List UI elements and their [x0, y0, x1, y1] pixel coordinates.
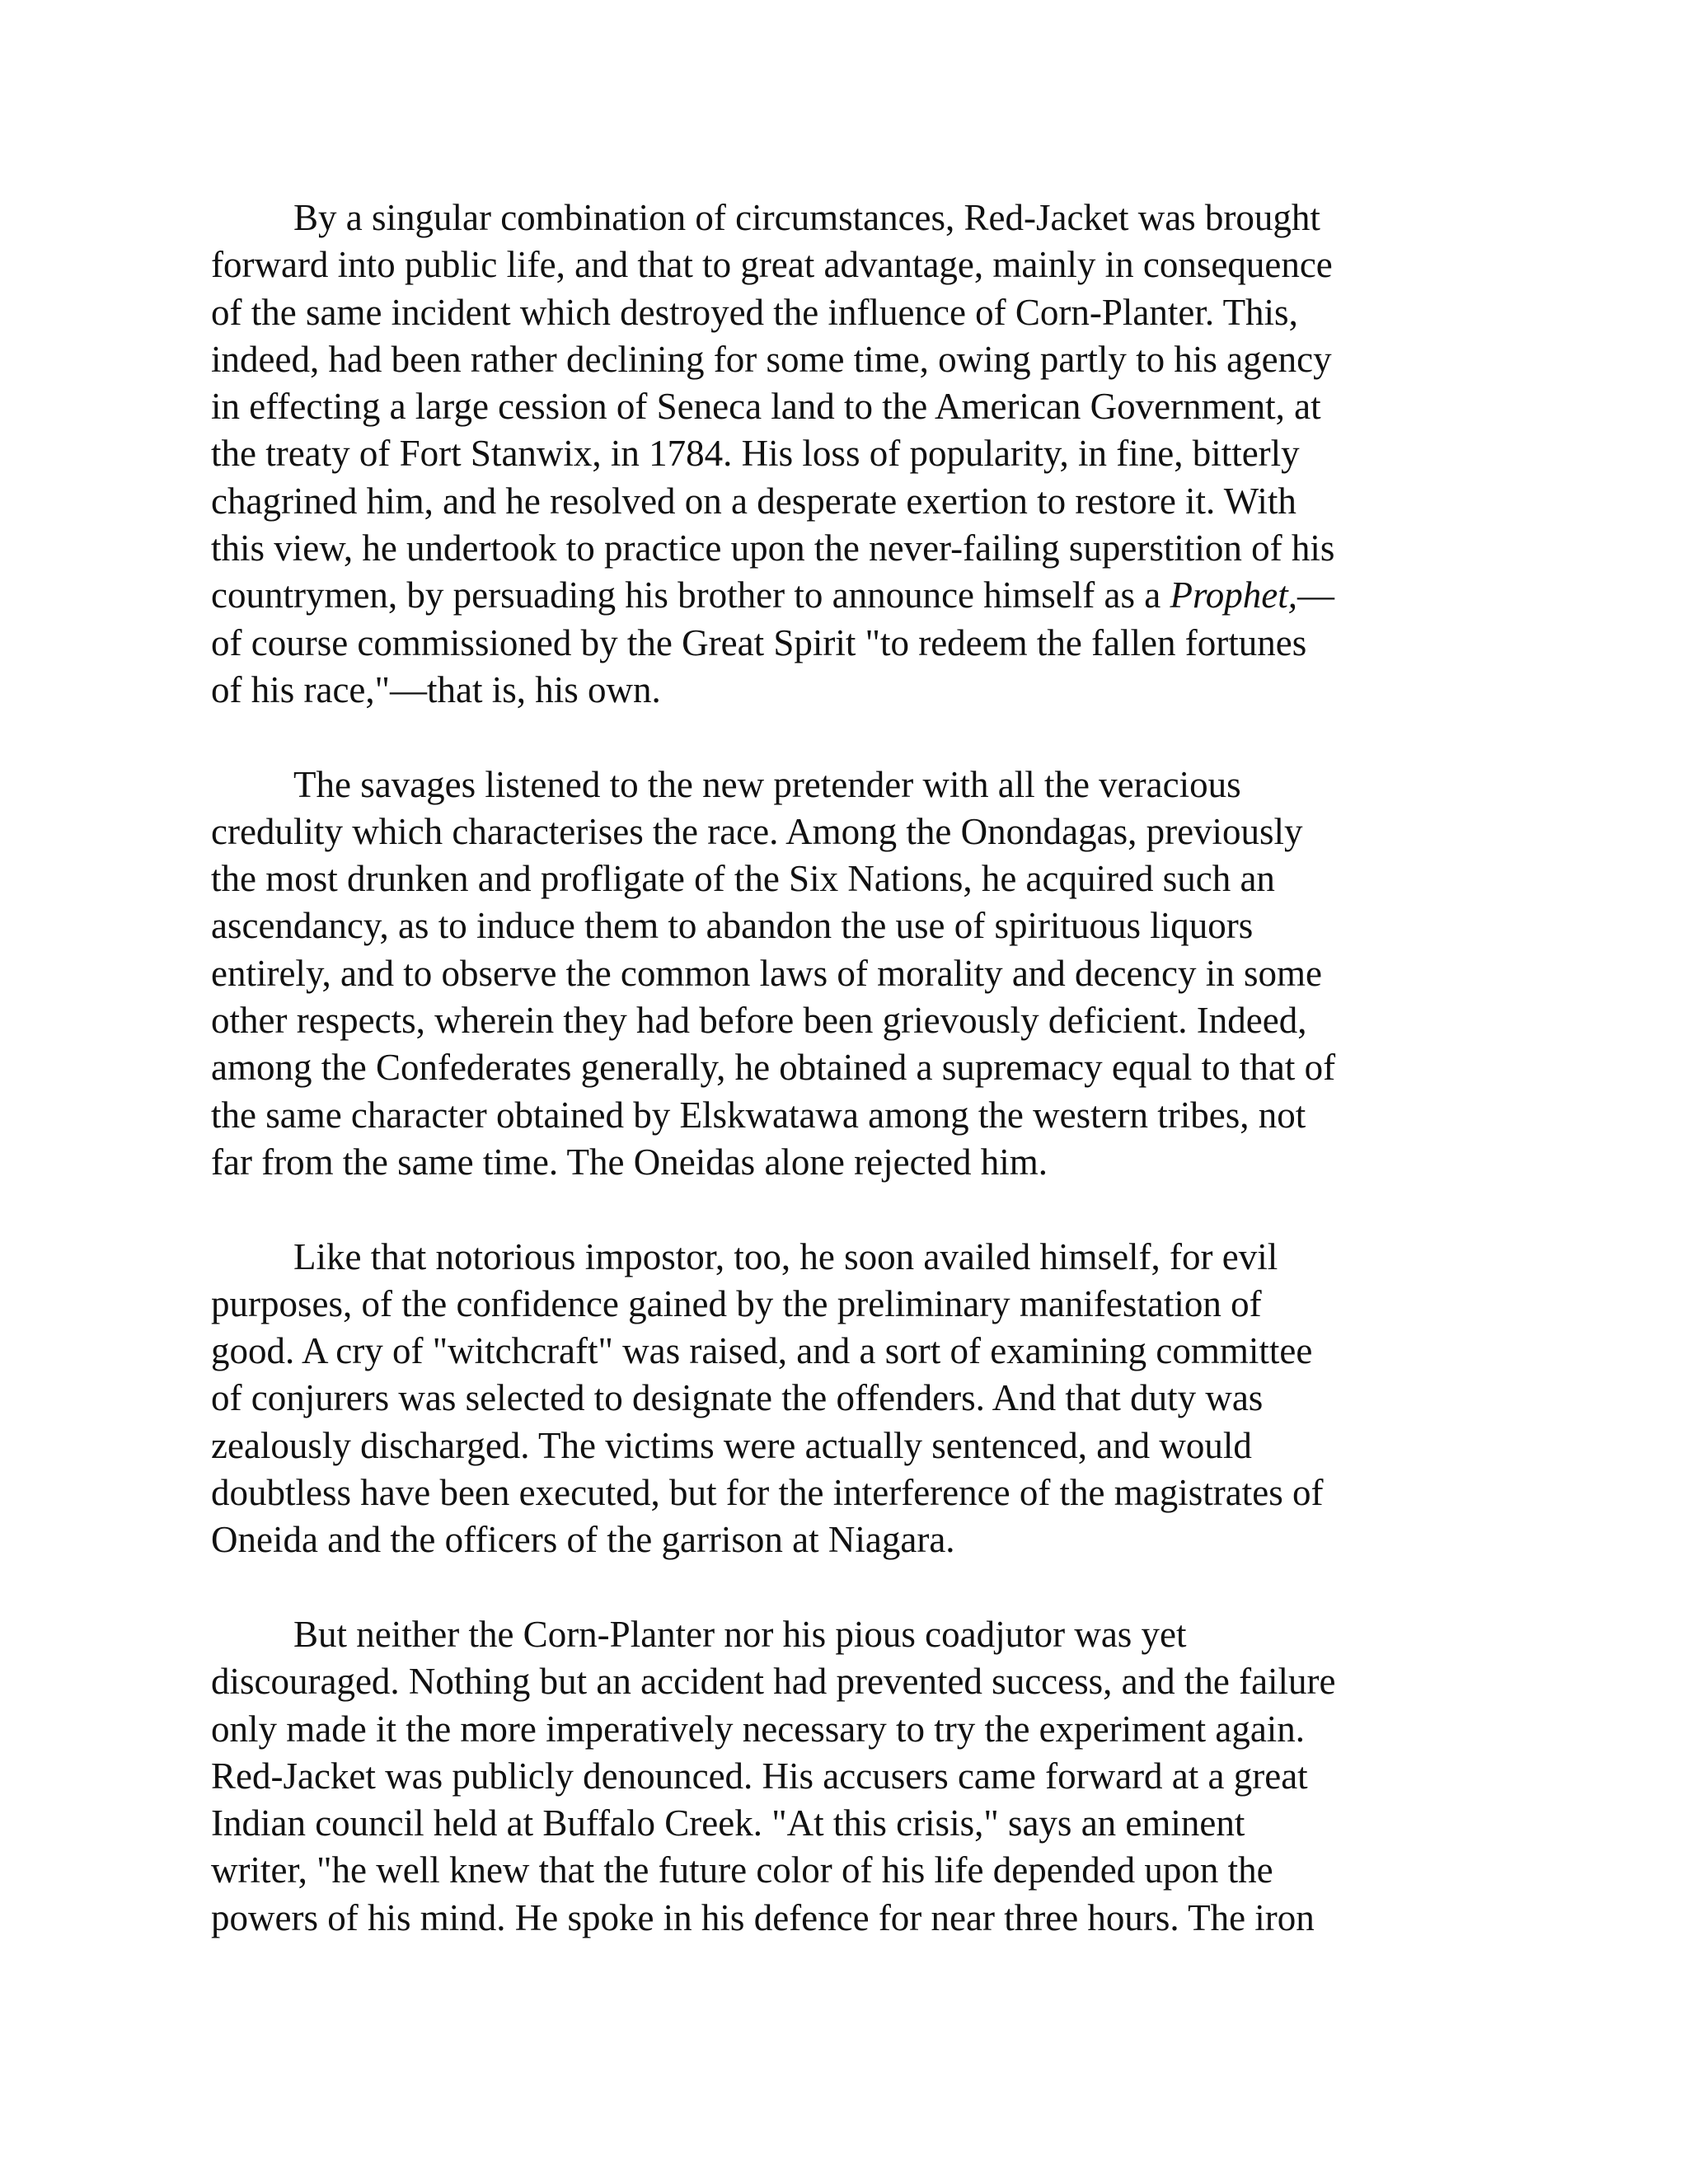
text-line: Indian council held at Buffalo Creek. "At this crisis," says an eminent [211, 1802, 1245, 1844]
text-line: of the same incident which destroyed the influence of Corn-Planter. This, [211, 291, 1298, 333]
text-line: of conjurers was selected to designate the offenders. And that duty was [211, 1377, 1264, 1419]
text-line: the most drunken and profligate of the Six Nations, he acquired such an [211, 858, 1275, 900]
text-line: Oneida and the officers of the garrison at Niagara. [211, 1519, 955, 1561]
text-line: of course commissioned by the Great Spirit "to redeem the fallen fortunes [211, 621, 1307, 663]
text-line [211, 572, 1497, 619]
text-line: powers of his mind. He spoke in his defence for near three hours. The iron [211, 1896, 1315, 1938]
text-line: the treaty of Fort Stanwix, in 1784. His loss of popularity, in fine, bitterly [211, 433, 1300, 475]
text-line: in effecting a large cession of Seneca land to the American Government, at [211, 386, 1321, 428]
paragraph-4 [211, 1611, 1497, 1942]
text-line: this view, he undertook to practice upon the never-failing superstition of his [211, 527, 1335, 569]
text-line: entirely, and to observe the common laws of morality and decency in some [211, 952, 1322, 994]
text-line: of his race,"—that is, his own. [211, 668, 661, 710]
paragraph-3 [211, 1234, 1497, 1564]
text-line: zealously discharged. The victims were actually sentenced, and would [211, 1424, 1252, 1466]
paragraph-1 [211, 194, 1497, 714]
text-segment: countrymen, by persuading his brother to announce himself as a [211, 574, 1170, 616]
text-line: discouraged. Nothing but an accident had prevented success, and the failure [211, 1661, 1336, 1703]
text-line: writer, "he well knew that the future color of his life depended upon the [211, 1849, 1273, 1891]
text-line: other respects, wherein they had before been grievously deficient. Indeed, [211, 1000, 1307, 1042]
text-line: indeed, had been rather declining for some time, owing partly to his agency [211, 338, 1332, 380]
text-line: ascendancy, as to induce them to abandon the use of spirituous liquors [211, 905, 1254, 947]
text-line: The savages listened to the new pretender with all the veracious [293, 763, 1241, 805]
text-line: chagrined him, and he resolved on a desperate exertion to restore it. With [211, 480, 1296, 522]
text-line: good. A cry of "witchcraft" was raised, and a sort of examining committee [211, 1330, 1313, 1372]
text-line: credulity which characterises the race. Among the Onondagas, previously [211, 810, 1303, 852]
text-line: the same character obtained by Elskwatawa among the western tribes, not [211, 1094, 1306, 1136]
text-line: Red-Jacket was publicly denounced. His accusers came forward at a great [211, 1755, 1308, 1797]
text-line: only made it the more imperatively necessary to try the experiment again. [211, 1708, 1306, 1750]
text-line: far from the same time. The Oneidas alone rejected him. [211, 1141, 1048, 1183]
text-line: among the Confederates generally, he obtained a supremacy equal to that of [211, 1047, 1336, 1089]
text-line: Like that notorious impostor, too, he soon availed himself, for evil [293, 1235, 1278, 1277]
italic-word-prophet: Prophet, [1170, 574, 1298, 616]
text-line: But neither the Corn-Planter nor his pious coadjutor was yet [293, 1613, 1187, 1655]
text-line: forward into public life, and that to great advantage, mainly in consequence [211, 244, 1333, 286]
text-line: By a singular combination of circumstances, Red-Jacket was brought [293, 197, 1320, 238]
text-line: purposes, of the confidence gained by the preliminary manifestation of [211, 1282, 1262, 1324]
text-segment: — [1297, 574, 1335, 616]
document-page [211, 194, 1497, 1989]
paragraph-2 [211, 762, 1497, 1187]
text-line: doubtless have been executed, but for the interference of the magistrates of [211, 1472, 1324, 1514]
